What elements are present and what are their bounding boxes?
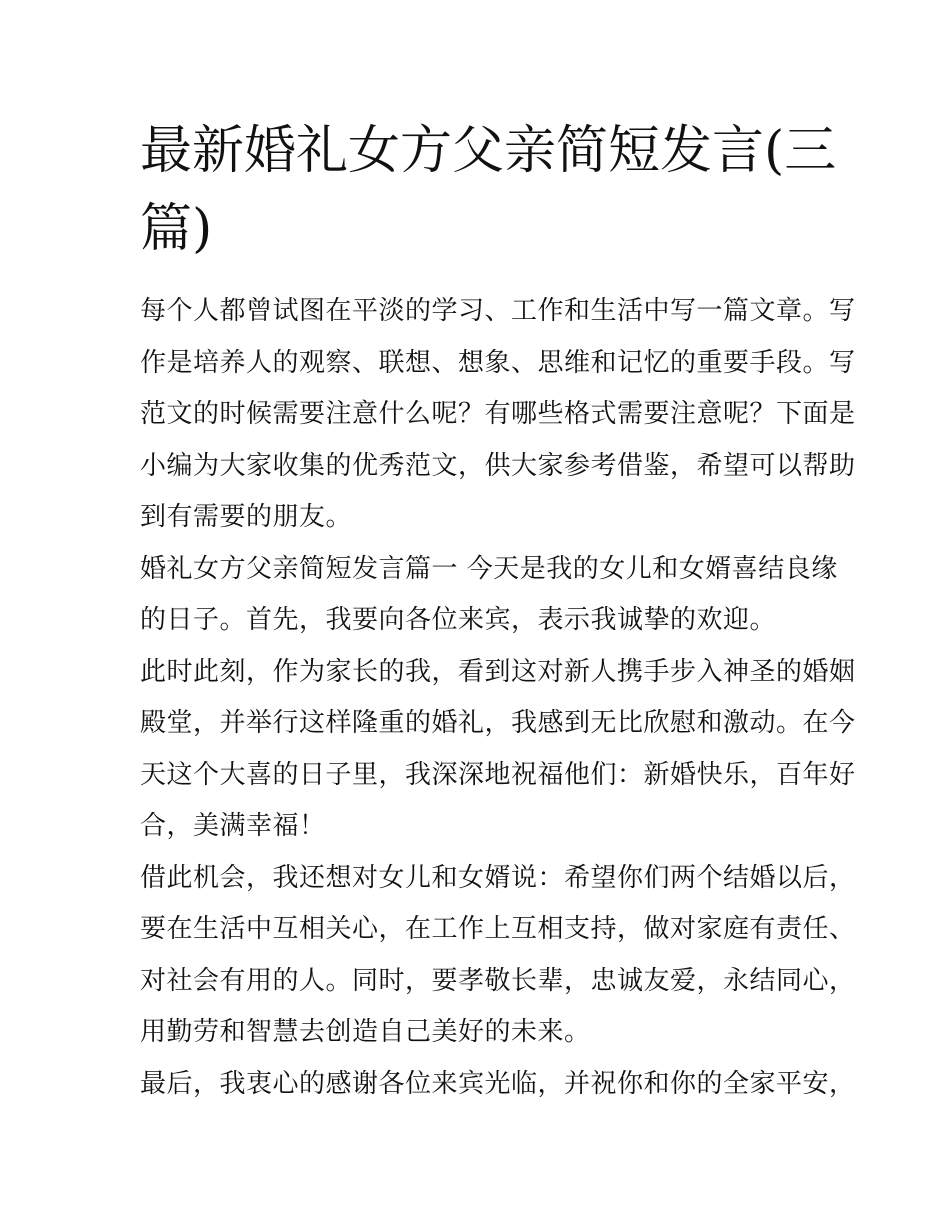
paragraph-line: 用勤劳和智慧去创造自己美好的未来。 — [140, 1017, 591, 1047]
document-title — [140, 112, 837, 268]
paragraph-line: 对社会有用的人。同时，要孝敬长辈，忠诚友爱，永结同心， — [140, 965, 856, 996]
paragraph — [140, 286, 856, 544]
paragraph-line: 婚礼女方父亲简短发言篇一 今天是我的女儿和女婿喜结良缘 — [140, 553, 838, 584]
paragraph-line: 到有需要的朋友。 — [140, 502, 353, 532]
title-line: 最新婚礼女方父亲简短发言(三 — [140, 121, 837, 181]
paragraph — [140, 647, 856, 853]
paragraph-line: 殿堂，并举行这样隆重的婚礼，我感到无比欣慰和激动。在今 — [140, 708, 856, 738]
paragraph-line: 作是培养人的观察、联想、想象、思维和记忆的重要手段。写 — [140, 347, 856, 378]
paragraph — [140, 853, 856, 1059]
paragraph-line: 最后，我衷心的感谢各位来宾光临，并祝你和你的全家平安， — [140, 1068, 856, 1099]
paragraph-line: 天这个大喜的日子里，我深深地祝福他们：新婚快乐，百年好 — [140, 759, 856, 790]
paragraph-line: 要在生活中互相关心，在工作上互相支持，做对家庭有责任、 — [140, 914, 856, 944]
paragraph-line: 合，美满幸福！ — [140, 811, 326, 841]
paragraph-line: 的日子。首先，我要向各位来宾，表示我诚挚的欢迎。 — [140, 605, 777, 635]
paragraph — [140, 1059, 856, 1111]
paragraph — [140, 544, 838, 647]
document-page — [140, 112, 856, 1110]
paragraph-line: 每个人都曾试图在平淡的学习、工作和生活中写一篇文章。写 — [140, 296, 856, 326]
paragraph-line: 借此机会，我还想对女儿和女婿说：希望你们两个结婚以后， — [140, 862, 856, 893]
paragraph-line: 小编为大家收集的优秀范文，供大家参考借鉴，希望可以帮助 — [140, 450, 856, 481]
paragraph-line: 此时此刻，作为家长的我，看到这对新人携手步入神圣的婚姻 — [140, 656, 856, 687]
paragraph-line: 范文的时候需要注意什么呢？有哪些格式需要注意呢？下面是 — [140, 399, 856, 429]
title-line: 篇) — [140, 199, 213, 259]
document-body — [140, 286, 856, 1110]
